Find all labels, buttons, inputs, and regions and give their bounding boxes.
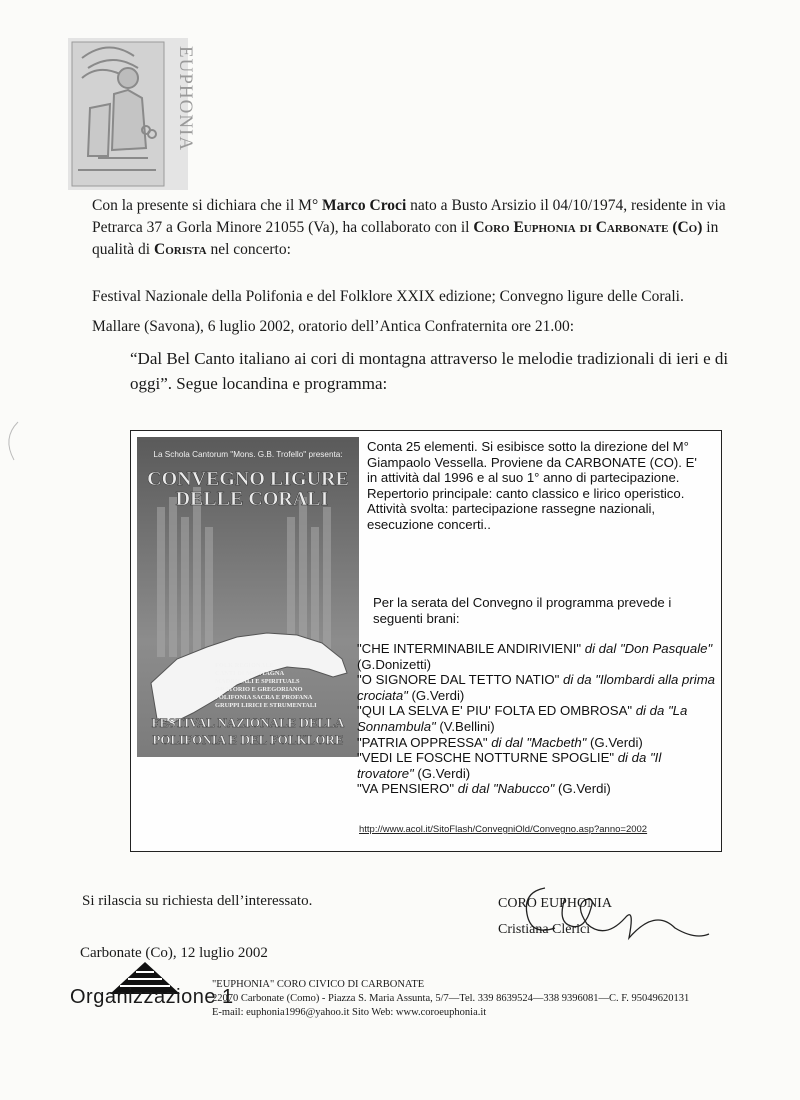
- song-item: [357, 781, 717, 797]
- song-composer: (G.Verdi): [554, 781, 611, 797]
- song-item: [357, 750, 717, 781]
- footer-line-2: 22070 Carbonate (Como) - Piazza S. Maria Assunta, 5/7—Tel. 339 8639524—338 9396081—C. F. 95049620131: [212, 993, 690, 1004]
- song-list: [357, 641, 717, 797]
- choir-name: Coro Euphonia di Carbonate (Co): [473, 219, 703, 236]
- choir-description: [367, 439, 707, 533]
- member-name: Marco Croci: [322, 197, 407, 214]
- song-from: di dal: [454, 781, 493, 797]
- song-title: "PATRIA OPPRESSA": [357, 734, 488, 750]
- intro-text-4: nel concerto:: [210, 241, 291, 258]
- closing-statement: Si rilascia su richiesta dell’interessato.: [82, 893, 313, 909]
- intro-text-3: in qualità di: [92, 219, 719, 258]
- song-from: di dal: [581, 641, 620, 656]
- role-name: Corista: [154, 241, 207, 258]
- poster-genre: ORATORIO E GREGORIANO: [215, 686, 303, 693]
- handwritten-signature: [505, 878, 715, 958]
- poster-genre: MADRIGALI E SPIRITUALS: [215, 678, 300, 685]
- poster-genre: FOLK REGIONALE: [215, 662, 274, 669]
- song-from: di da: [632, 703, 668, 719]
- declaration-paragraph: [92, 195, 732, 261]
- poster-genre: POLIFONIA SACRA E PROFANA: [215, 694, 313, 701]
- desc-line-2: Repertorio principale: canto classico e lirico operistico.: [367, 485, 685, 501]
- programme-intro: Per la serata del Convegno il programma prevede i seguenti brani:: [373, 595, 672, 626]
- mallare-line: Mallare (Savona), 6 luglio 2002, oratorio dell’Antica Confraternita ore 21.00:: [92, 318, 575, 335]
- song-opera: "Nabucco": [492, 781, 555, 797]
- song-composer: (G.Verdi): [586, 734, 643, 750]
- song-title: "O SIGNORE DAL TETTO NATIO": [357, 672, 560, 688]
- song-opera: "Ilombardi alla prima crociata": [357, 672, 716, 703]
- song-item: [357, 672, 717, 703]
- song-item: [357, 641, 717, 672]
- intro-text-2: nato a Busto Arsizio il 04/10/1974, residente in via Petrarca 37 a Gorla Minore 21055 (Va), ha collaborato con il: [92, 197, 726, 236]
- intro-text-1: Con la presente si dichiara che il M°: [92, 197, 319, 214]
- song-from: di dal: [487, 734, 527, 750]
- song-from: di da: [614, 750, 650, 766]
- poster-title-2: DELLE CORALI: [175, 488, 329, 510]
- poster-header-group: [153, 450, 342, 459]
- source-url-link[interactable]: http://www.acol.it/SitoFlash/ConvegniOld/Convegno.asp?anno=2002: [359, 824, 648, 835]
- song-opera: "Don Pasquale": [619, 641, 713, 656]
- poster-genre: CANTI DI MONTAGNA: [215, 670, 285, 677]
- signature-org: CORO EUPHONIA: [498, 896, 612, 911]
- poster-genre: GRUPPI LIRICI E STRUMENTALI: [215, 702, 317, 709]
- euphonia-logo: [68, 38, 196, 190]
- song-title: "CHE INTERMINABILE ANDIRIVIENI": [357, 641, 582, 656]
- logo-text: EUPHONIA: [175, 46, 196, 152]
- desc-line-3: Attività svolta: partecipazione rassegne nazionali, esecuzione concerti..: [367, 501, 656, 532]
- song-title: "QUI LA SELVA E' PIU' FOLTA ED OMBROSA": [357, 703, 633, 719]
- song-item: [357, 735, 717, 751]
- concert-title: “Dal Bel Canto italiano ai cori di montagna attraverso le melodie tradizionali di ieri e di oggi”. Segue locandina e programma:: [130, 349, 729, 393]
- song-from: di da: [559, 672, 596, 688]
- song-composer: (G.Verdi): [413, 765, 471, 781]
- song-item: [357, 703, 717, 734]
- song-composer: (G.Donizetti): [357, 656, 432, 672]
- song-opera: "Il trovatore": [357, 750, 662, 781]
- song-composer: (G.Verdi): [407, 687, 465, 703]
- poster-header: La Schola Cantorum "Mons. G.B. Trofello" presenta:: [153, 450, 343, 459]
- poster-title-1: CONVEGNO LIGURE: [147, 468, 349, 490]
- song-composer: (V.Bellini): [435, 718, 495, 734]
- footer-line-3: E-mail: euphonia1996@yahoo.it Sito Web: www.coroeuphonia.it: [212, 1007, 487, 1018]
- signatory-name: Cristiana Clerici: [498, 922, 591, 937]
- programme-box: [130, 430, 722, 852]
- song-title: "VEDI LE FOSCHE NOTTURNE SPOGLIE": [357, 750, 615, 766]
- poster-footer-2: POLIFONIA E DEL FOLKLORE: [152, 732, 344, 747]
- date-line: Carbonate (Co), 12 luglio 2002: [80, 945, 268, 961]
- song-opera: "La Sonnambula": [357, 703, 688, 734]
- song-title: "VA PENSIERO": [357, 781, 455, 797]
- festival-poster: [137, 437, 359, 845]
- song-opera: "Macbeth": [526, 734, 587, 750]
- festival-line: Festival Nazionale della Polifonia e del Folklore XXIX edizione; Convegno ligure delle Corali.: [92, 288, 684, 305]
- desc-line-1: Conta 25 elementi. Si esibisce sotto la direzione del M° Giampaolo Vessella. Proviene da CARBONATE (CO). E' in attività dal 1996 e al suo 1° anno di partecipazione.: [367, 439, 697, 486]
- footer-line-1: "EUPHONIA" CORO CIVICO DI CARBONATE: [212, 979, 425, 990]
- margin-mark: [0, 418, 22, 464]
- organization-label: Organizzazione 1: [70, 986, 234, 1008]
- poster-footer-1: FESTIVAL NAZIONALE DELLA: [151, 715, 345, 730]
